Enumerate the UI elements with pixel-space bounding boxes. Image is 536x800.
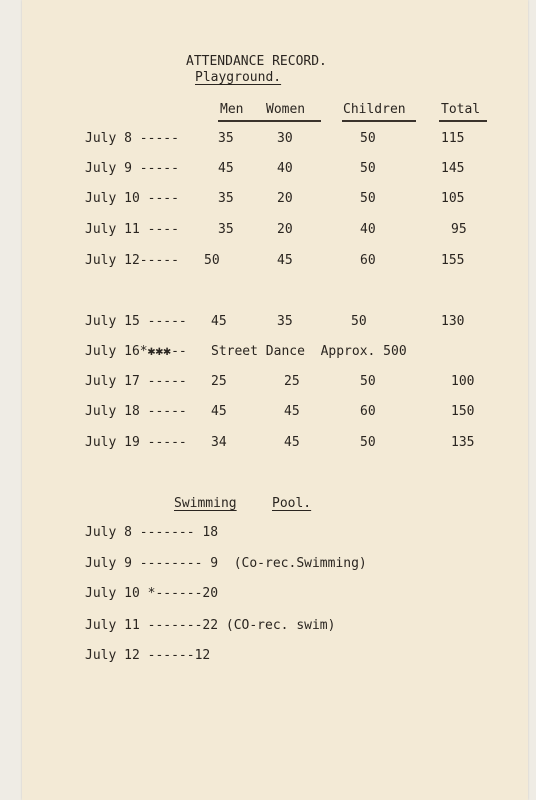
row-men: 35 xyxy=(218,222,234,237)
row-date: July 16*✱✱✱-- xyxy=(85,344,187,359)
list-item: July 9 -------- 9 (Co-rec.Swimming) xyxy=(85,556,367,571)
row-total: 95 xyxy=(451,222,467,237)
header-women: Women xyxy=(266,102,306,117)
row-note: Street Dance Approx. 500 xyxy=(211,344,407,359)
playground-heading: Playground. xyxy=(195,70,282,85)
list-item: July 11 -------22 (CO-rec. swim) xyxy=(85,618,336,633)
row-children: 50 xyxy=(360,131,376,146)
row-men: 45 xyxy=(218,161,234,176)
row-date: July 15 ----- xyxy=(85,314,187,329)
row-women: 20 xyxy=(277,222,293,237)
list-item: July 10 *------20 xyxy=(85,586,219,601)
row-men: 35 xyxy=(218,131,234,146)
list-item: July 12 ------12 xyxy=(85,648,211,663)
header-total: Total xyxy=(441,102,481,117)
row-men: 50 xyxy=(204,253,220,268)
row-total: 130 xyxy=(441,314,465,329)
list-item: July 8 ------- 18 xyxy=(85,525,219,540)
row-men: 45 xyxy=(211,314,227,329)
row-men: 45 xyxy=(211,404,227,419)
row-date: July 8 ----- xyxy=(85,131,179,146)
row-total: 150 xyxy=(451,404,475,419)
row-date: July 11 ---- xyxy=(85,222,179,237)
row-women: 30 xyxy=(277,131,293,146)
row-date: July 12----- xyxy=(85,253,179,268)
row-children: 50 xyxy=(360,374,376,389)
row-date: July 10 ---- xyxy=(85,191,179,206)
row-children: 50 xyxy=(360,435,376,450)
row-children: 60 xyxy=(360,253,376,268)
row-children: 50 xyxy=(360,191,376,206)
row-children: 50 xyxy=(360,161,376,176)
pool-heading-left: Swimming xyxy=(174,496,237,511)
row-total: 100 xyxy=(451,374,475,389)
document-title: ATTENDANCE RECORD. xyxy=(186,54,327,69)
row-date: July 17 ----- xyxy=(85,374,187,389)
row-children: 50 xyxy=(351,314,367,329)
row-children: 60 xyxy=(360,404,376,419)
row-women: 20 xyxy=(277,191,293,206)
row-total: 115 xyxy=(441,131,465,146)
row-women: 35 xyxy=(277,314,293,329)
row-children: 40 xyxy=(360,222,376,237)
document-page xyxy=(22,0,528,800)
row-total: 105 xyxy=(441,191,465,206)
row-women: 40 xyxy=(277,161,293,176)
row-women: 45 xyxy=(284,435,300,450)
header-underline-left xyxy=(218,120,321,122)
row-date: July 9 ----- xyxy=(85,161,179,176)
row-total: 145 xyxy=(441,161,465,176)
header-underline-total xyxy=(439,120,487,122)
header-underline-children xyxy=(342,120,416,122)
pool-heading-right: Pool. xyxy=(272,496,312,511)
row-men: 35 xyxy=(218,191,234,206)
row-women: 25 xyxy=(284,374,300,389)
row-men: 34 xyxy=(211,435,227,450)
row-women: 45 xyxy=(277,253,293,268)
header-children: Children xyxy=(343,102,406,117)
row-men: 25 xyxy=(211,374,227,389)
row-total: 155 xyxy=(441,253,465,268)
row-date: July 19 ----- xyxy=(85,435,187,450)
row-total: 135 xyxy=(451,435,475,450)
header-men: Men xyxy=(220,102,244,117)
row-women: 45 xyxy=(284,404,300,419)
row-date: July 18 ----- xyxy=(85,404,187,419)
